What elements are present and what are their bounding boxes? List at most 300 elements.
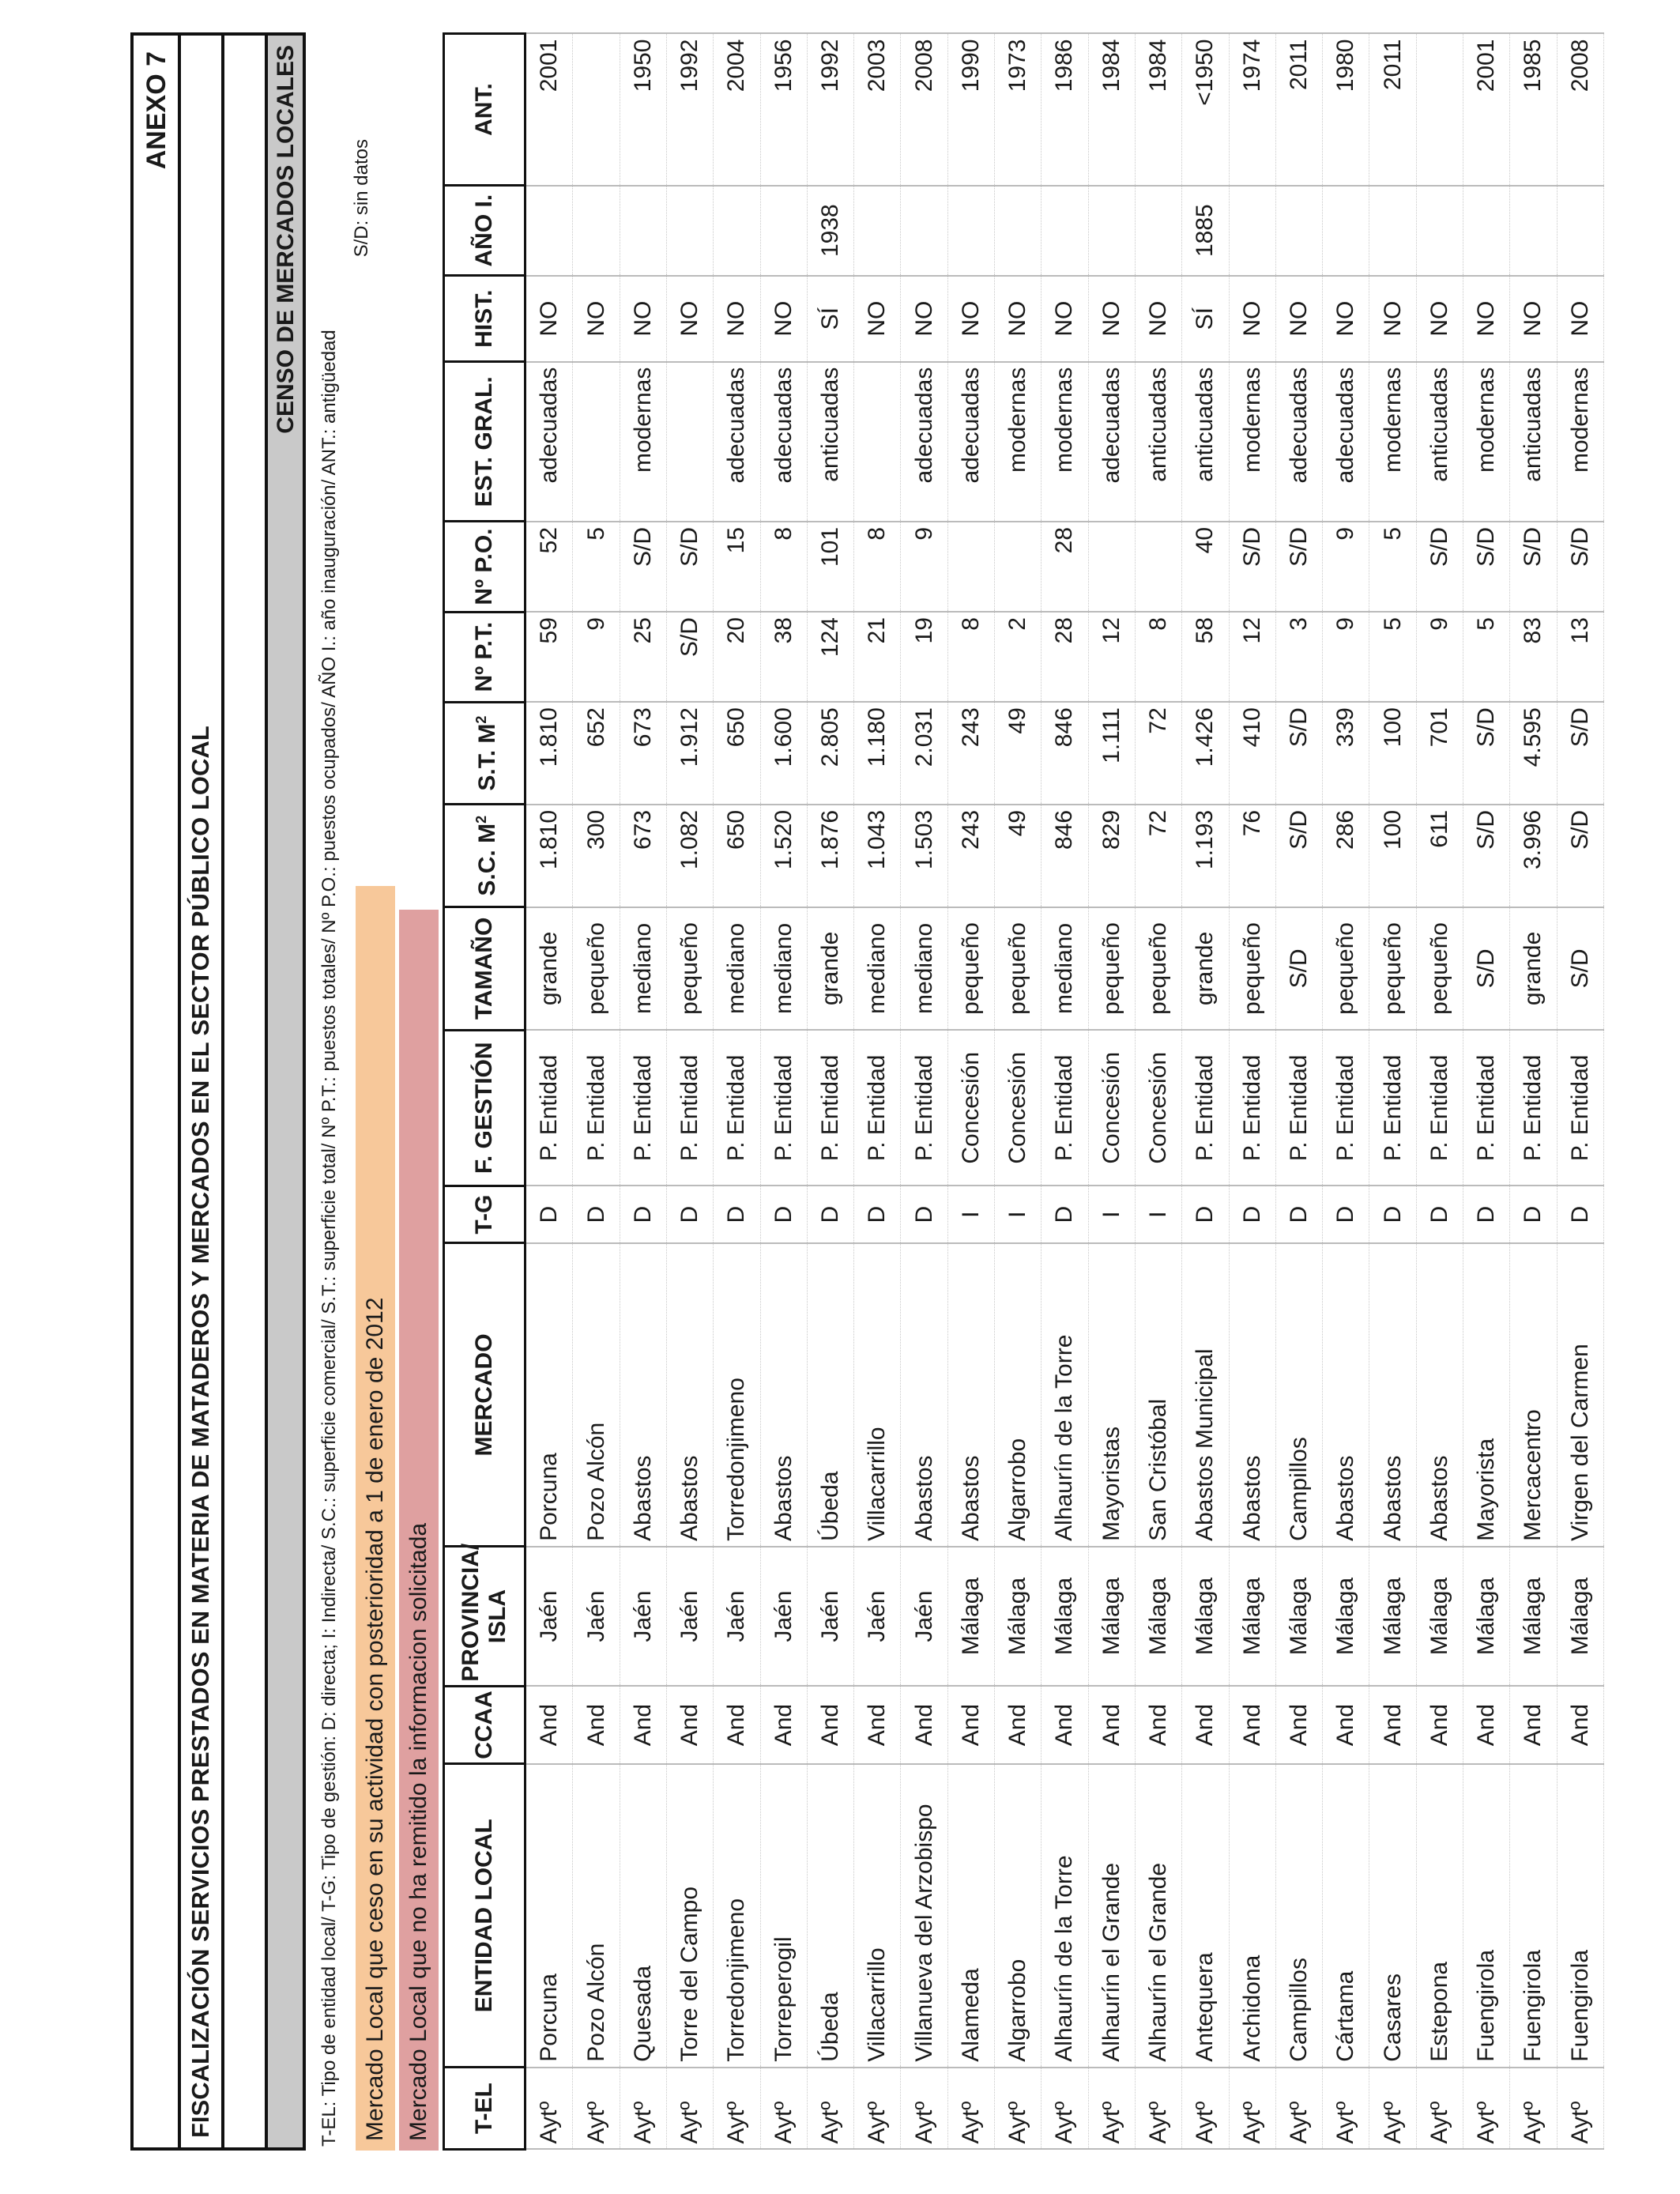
cell-tamano: S/D <box>1557 907 1603 1031</box>
cell-tamano: pequeño <box>1229 907 1275 1031</box>
cell-st: 1.810 <box>525 702 573 805</box>
cell-st: S/D <box>1275 702 1322 805</box>
cell-mercado: Abastos <box>1369 1243 1416 1547</box>
cell-anoi <box>1416 186 1463 276</box>
cell-entidad: Villanueva del Arzobispo <box>901 1764 947 2068</box>
document-title: FISCALIZACIÓN SERVICIOS PRESTADOS EN MATERIA DE MATADEROS Y MERCADOS EN EL SECTOR PÚBLICO LOCAL <box>178 32 221 2151</box>
cell-sc: 76 <box>1229 805 1275 907</box>
cell-ant: 1984 <box>1135 34 1181 186</box>
cell-hist: NO <box>995 276 1042 362</box>
cell-provincia: Málaga <box>995 1547 1042 1686</box>
table-row <box>901 34 947 2150</box>
cell-npo: S/D <box>1510 522 1557 612</box>
cell-ant: 1980 <box>1323 34 1369 186</box>
col-provincia: PROVINCIA/ ISLA <box>444 1547 525 1686</box>
cell-tel: Aytº <box>1088 2068 1135 2150</box>
cell-npo: 5 <box>1369 522 1416 612</box>
cell-mercado: Virgen del Carmen <box>1557 1243 1603 1547</box>
cell-ccaa: And <box>995 1686 1042 1764</box>
cell-provincia: Málaga <box>1135 1547 1181 1686</box>
cell-estgral: adecuadas <box>760 362 807 522</box>
cell-entidad: Villacarrillo <box>854 1764 901 2068</box>
annex-label: ANEXO 7 <box>130 32 178 2151</box>
cell-provincia: Jaén <box>666 1547 713 1686</box>
cell-estgral <box>854 362 901 522</box>
cell-anoi <box>760 186 807 276</box>
cell-sc: 100 <box>1369 805 1416 907</box>
cell-ant: 1984 <box>1088 34 1135 186</box>
cell-tamano: mediano <box>854 907 901 1031</box>
cell-tamano: mediano <box>620 907 666 1031</box>
cell-sc: 1.082 <box>666 805 713 907</box>
cell-npt: 9 <box>573 612 620 702</box>
cell-mercado: Abastos <box>1323 1243 1369 1547</box>
cell-npt: 20 <box>714 612 760 702</box>
cell-estgral: modernas <box>1557 362 1603 522</box>
cell-sc: 1.193 <box>1182 805 1229 907</box>
cell-mercado: Abastos Municipal <box>1182 1243 1229 1547</box>
cell-tel: Aytº <box>714 2068 760 2150</box>
cell-sc: 286 <box>1323 805 1369 907</box>
cell-anoi <box>1088 186 1135 276</box>
cell-ccaa: And <box>807 1686 853 1764</box>
cell-mercado: Abastos <box>1416 1243 1463 1547</box>
cell-entidad: Cártama <box>1323 1764 1369 2068</box>
cell-tamano: grande <box>807 907 853 1031</box>
cell-estgral: modernas <box>1463 362 1510 522</box>
cell-npt: 25 <box>620 612 666 702</box>
cell-anoi <box>947 186 994 276</box>
cell-tg: D <box>1182 1186 1229 1243</box>
cell-npo: 28 <box>1042 522 1088 612</box>
cell-mercado: Villacarrillo <box>854 1243 901 1547</box>
cell-tg: I <box>947 1186 994 1243</box>
cell-tamano: pequeño <box>666 907 713 1031</box>
cell-mercado: Campillos <box>1275 1243 1322 1547</box>
cell-ccaa: And <box>1369 1686 1416 1764</box>
table-row <box>1510 34 1557 2150</box>
cell-sc: 1.876 <box>807 805 853 907</box>
cell-tel: Aytº <box>760 2068 807 2150</box>
cell-npo: 40 <box>1182 522 1229 612</box>
cell-npt: 58 <box>1182 612 1229 702</box>
cell-npt: 5 <box>1463 612 1510 702</box>
cell-st: S/D <box>1463 702 1510 805</box>
table-row <box>1229 34 1275 2150</box>
cell-hist: NO <box>620 276 666 362</box>
cell-tamano: grande <box>525 907 573 1031</box>
cell-ant: 2011 <box>1369 34 1416 186</box>
cell-ccaa: And <box>620 1686 666 1764</box>
cell-ccaa: And <box>901 1686 947 1764</box>
col-st-sup: 2 <box>473 715 489 724</box>
cell-ccaa: And <box>1042 1686 1088 1764</box>
cell-npo: S/D <box>666 522 713 612</box>
cell-ant: 1950 <box>620 34 666 186</box>
cell-tamano: grande <box>1510 907 1557 1031</box>
table-row <box>1463 34 1510 2150</box>
cell-tamano: mediano <box>714 907 760 1031</box>
cell-ant: 2008 <box>901 34 947 186</box>
no-info-market-legend: Mercado Local que no ha remitido la informacion solicitada <box>399 910 439 2151</box>
cell-npo: 8 <box>854 522 901 612</box>
cell-sc: 243 <box>947 805 994 907</box>
cell-provincia: Málaga <box>1416 1547 1463 1686</box>
cell-ccaa: And <box>1229 1686 1275 1764</box>
table-row <box>1135 34 1181 2150</box>
cell-ccaa: And <box>1323 1686 1369 1764</box>
cell-sc: 611 <box>1416 805 1463 907</box>
cell-hist: NO <box>1557 276 1603 362</box>
cell-st: 846 <box>1042 702 1088 805</box>
cell-ant <box>573 34 620 186</box>
cell-npo: 101 <box>807 522 853 612</box>
cell-npo: S/D <box>1275 522 1322 612</box>
cell-anoi <box>1369 186 1416 276</box>
cell-st: 4.595 <box>1510 702 1557 805</box>
cell-tg: D <box>1275 1186 1322 1243</box>
cell-fgestion: Concesión <box>995 1030 1042 1186</box>
cell-tg: D <box>525 1186 573 1243</box>
table-row <box>807 34 853 2150</box>
cell-estgral: modernas <box>620 362 666 522</box>
cell-tg: I <box>1135 1186 1181 1243</box>
cell-estgral <box>666 362 713 522</box>
cell-ccaa: And <box>1182 1686 1229 1764</box>
col-fgestion: F. GESTIÓN <box>444 1030 525 1186</box>
table-row <box>620 34 666 2150</box>
cell-provincia: Jaén <box>525 1547 573 1686</box>
cell-mercado: Mayorista <box>1463 1243 1510 1547</box>
cell-tel: Aytº <box>807 2068 853 2150</box>
cell-tamano: pequeño <box>1369 907 1416 1031</box>
cell-tg: D <box>1510 1186 1557 1243</box>
cell-tel: Aytº <box>1510 2068 1557 2150</box>
cell-fgestion: Concesión <box>1088 1030 1135 1186</box>
cell-st: 1.111 <box>1088 702 1135 805</box>
cell-entidad: Campillos <box>1275 1764 1322 2068</box>
cell-entidad: Antequera <box>1182 1764 1229 2068</box>
cell-mercado: Mercacentro <box>1510 1243 1557 1547</box>
cell-entidad: Estepona <box>1416 1764 1463 2068</box>
cell-hist: NO <box>1369 276 1416 362</box>
cell-provincia: Málaga <box>1042 1547 1088 1686</box>
cell-ant: 2001 <box>525 34 573 186</box>
table-header-row <box>444 34 525 2150</box>
cell-tel: Aytº <box>1463 2068 1510 2150</box>
cell-hist: NO <box>901 276 947 362</box>
cell-tel: Aytº <box>1042 2068 1088 2150</box>
table-row <box>1416 34 1463 2150</box>
cell-provincia: Jaén <box>807 1547 853 1686</box>
cell-fgestion: P. Entidad <box>714 1030 760 1186</box>
cell-tamano: pequeño <box>1416 907 1463 1031</box>
cell-tamano: mediano <box>901 907 947 1031</box>
cell-st: 673 <box>620 702 666 805</box>
cell-tel: Aytº <box>901 2068 947 2150</box>
cell-st: 1.912 <box>666 702 713 805</box>
cell-npt: 83 <box>1510 612 1557 702</box>
cell-tamano: pequeño <box>995 907 1042 1031</box>
table-row <box>1323 34 1369 2150</box>
cell-anoi <box>1042 186 1088 276</box>
table-row <box>1557 34 1603 2150</box>
cell-entidad: Algarrobo <box>995 1764 1042 2068</box>
cell-ant: 1974 <box>1229 34 1275 186</box>
cell-fgestion: P. Entidad <box>1275 1030 1322 1186</box>
cell-anoi <box>1557 186 1603 276</box>
cell-tel: Aytº <box>1369 2068 1416 2150</box>
cell-hist: NO <box>1229 276 1275 362</box>
cell-ccaa: And <box>714 1686 760 1764</box>
cell-npo <box>995 522 1042 612</box>
cell-tg: D <box>901 1186 947 1243</box>
cell-entidad: Quesada <box>620 1764 666 2068</box>
cell-anoi <box>525 186 573 276</box>
col-mercado: MERCADO <box>444 1243 525 1547</box>
cell-npo: S/D <box>1557 522 1603 612</box>
cell-tg: D <box>1416 1186 1463 1243</box>
table-row <box>525 34 573 2150</box>
cell-st: 650 <box>714 702 760 805</box>
cell-ant: 1973 <box>995 34 1042 186</box>
cell-mercado: Porcuna <box>525 1243 573 1547</box>
cell-ant: 1985 <box>1510 34 1557 186</box>
cell-entidad: Alhaurín de la Torre <box>1042 1764 1088 2068</box>
cell-ccaa: And <box>1557 1686 1603 1764</box>
cell-estgral: adecuadas <box>1275 362 1322 522</box>
blank-header-row <box>221 32 265 2151</box>
cell-mercado: Abastos <box>947 1243 994 1547</box>
cell-sc: 1.043 <box>854 805 901 907</box>
cell-provincia: Málaga <box>1275 1547 1322 1686</box>
cell-hist: NO <box>760 276 807 362</box>
cell-provincia: Málaga <box>1510 1547 1557 1686</box>
cell-anoi: 1885 <box>1182 186 1229 276</box>
table-row <box>666 34 713 2150</box>
cell-provincia: Málaga <box>1182 1547 1229 1686</box>
cell-ccaa: And <box>760 1686 807 1764</box>
cell-tel: Aytº <box>525 2068 573 2150</box>
cell-npt: 28 <box>1042 612 1088 702</box>
col-estgral: EST. GRAL. <box>444 362 525 522</box>
cell-fgestion: P. Entidad <box>854 1030 901 1186</box>
cell-anoi <box>1229 186 1275 276</box>
cell-npo <box>947 522 994 612</box>
cell-anoi <box>854 186 901 276</box>
cell-tel: Aytº <box>1135 2068 1181 2150</box>
cell-npt: 8 <box>947 612 994 702</box>
cell-tamano: mediano <box>1042 907 1088 1031</box>
cell-mercado: Mayoristas <box>1088 1243 1135 1547</box>
cell-hist: NO <box>714 276 760 362</box>
cell-tel: Aytº <box>666 2068 713 2150</box>
cell-npo: 9 <box>901 522 947 612</box>
table-row <box>1369 34 1416 2150</box>
cell-ant: 2004 <box>714 34 760 186</box>
cell-estgral: adecuadas <box>714 362 760 522</box>
cell-provincia: Jaén <box>573 1547 620 1686</box>
cell-anoi <box>1135 186 1181 276</box>
cell-ant <box>1416 34 1463 186</box>
cell-hist: NO <box>1510 276 1557 362</box>
cell-sc: 300 <box>573 805 620 907</box>
cell-npt: S/D <box>666 612 713 702</box>
cell-mercado: Abastos <box>666 1243 713 1547</box>
cell-fgestion: P. Entidad <box>620 1030 666 1186</box>
cell-st: 339 <box>1323 702 1369 805</box>
cell-sc: 1.503 <box>901 805 947 907</box>
cell-fgestion: P. Entidad <box>1557 1030 1603 1186</box>
cell-hist: NO <box>525 276 573 362</box>
cell-sc: 1.520 <box>760 805 807 907</box>
cell-tg: D <box>573 1186 620 1243</box>
cell-anoi <box>573 186 620 276</box>
cell-st: 1.426 <box>1182 702 1229 805</box>
cell-mercado: Úbeda <box>807 1243 853 1547</box>
cell-tg: D <box>714 1186 760 1243</box>
cell-npt: 13 <box>1557 612 1603 702</box>
cell-ant: 2008 <box>1557 34 1603 186</box>
table-row <box>1088 34 1135 2150</box>
table-row <box>1182 34 1229 2150</box>
cell-ant: 1990 <box>947 34 994 186</box>
sd-note: S/D: sin datos <box>351 139 372 258</box>
cell-ccaa: And <box>854 1686 901 1764</box>
cell-ccaa: And <box>1088 1686 1135 1764</box>
cell-sc: 72 <box>1135 805 1181 907</box>
cell-npo: 5 <box>573 522 620 612</box>
cell-tg: I <box>995 1186 1042 1243</box>
cell-ccaa: And <box>666 1686 713 1764</box>
cell-tel: Aytº <box>1323 2068 1369 2150</box>
cell-hist: NO <box>666 276 713 362</box>
cell-npo: 52 <box>525 522 573 612</box>
cell-tg: D <box>1042 1186 1088 1243</box>
cell-npt: 9 <box>1416 612 1463 702</box>
cell-mercado: Alhaurín de la Torre <box>1042 1243 1088 1547</box>
cell-st: 2.031 <box>901 702 947 805</box>
cell-mercado: Pozo Alcón <box>573 1243 620 1547</box>
cell-npt: 12 <box>1088 612 1135 702</box>
cell-provincia: Málaga <box>947 1547 994 1686</box>
cell-ant: 1992 <box>807 34 853 186</box>
cell-ant: 2011 <box>1275 34 1322 186</box>
cell-entidad: Torre del Campo <box>666 1764 713 2068</box>
cell-ant: <1950 <box>1182 34 1229 186</box>
col-npt: Nº P.T. <box>444 612 525 702</box>
cell-npo: S/D <box>1416 522 1463 612</box>
cell-provincia: Jaén <box>854 1547 901 1686</box>
cell-st: 1.600 <box>760 702 807 805</box>
cell-ccaa: And <box>1510 1686 1557 1764</box>
cell-fgestion: P. Entidad <box>525 1030 573 1186</box>
cell-st: 410 <box>1229 702 1275 805</box>
cell-npt: 9 <box>1323 612 1369 702</box>
col-tg: T-G <box>444 1186 525 1243</box>
cell-estgral: adecuadas <box>1088 362 1135 522</box>
col-tamano: TAMAÑO <box>444 907 525 1031</box>
cell-tamano: S/D <box>1463 907 1510 1031</box>
abbreviations-legend: T-EL: Tipo de entidad local/ T-G: Tipo de gestión: D: directa; I: Indirecta/ S.C.: superficie comercial/ S.T.: superficie total/ Nº P.T.: puestos totales/ Nº P.O.: puestos ocupados/ AÑO I.: año inauguración/ ANT.: antigüedad <box>318 330 340 2147</box>
cell-anoi <box>1275 186 1322 276</box>
col-entidad: ENTIDAD LOCAL <box>444 1764 525 2068</box>
cell-tamano: pequeño <box>1323 907 1369 1031</box>
col-ccaa: CCAA <box>444 1686 525 1764</box>
cell-fgestion: P. Entidad <box>1229 1030 1275 1186</box>
cell-entidad: Pozo Alcón <box>573 1764 620 2068</box>
cell-st: 652 <box>573 702 620 805</box>
cell-anoi <box>1323 186 1369 276</box>
cell-entidad: Fuengirola <box>1557 1764 1603 2068</box>
col-sc-label: S.C. M <box>474 823 500 896</box>
table-row <box>714 34 760 2150</box>
cell-tg: D <box>666 1186 713 1243</box>
col-anoi: AÑO I. <box>444 186 525 276</box>
cell-tamano: pequeño <box>1135 907 1181 1031</box>
cell-sc: 673 <box>620 805 666 907</box>
cell-estgral: modernas <box>1042 362 1088 522</box>
cell-hist: NO <box>854 276 901 362</box>
cell-hist: NO <box>1275 276 1322 362</box>
cell-provincia: Jaén <box>760 1547 807 1686</box>
col-ant: ANT. <box>444 34 525 186</box>
cell-estgral: anticuadas <box>1416 362 1463 522</box>
cell-tamano: mediano <box>760 907 807 1031</box>
cell-ccaa: And <box>1463 1686 1510 1764</box>
cell-tg: D <box>760 1186 807 1243</box>
cell-provincia: Jaén <box>901 1547 947 1686</box>
cell-fgestion: P. Entidad <box>1042 1030 1088 1186</box>
cell-tel: Aytº <box>1557 2068 1603 2150</box>
table-row <box>760 34 807 2150</box>
cell-st: 100 <box>1369 702 1416 805</box>
cell-entidad: Fuengirola <box>1463 1764 1510 2068</box>
cell-estgral: anticuadas <box>1135 362 1181 522</box>
cell-ccaa: And <box>1135 1686 1181 1764</box>
cell-entidad: Fuengirola <box>1510 1764 1557 2068</box>
cell-entidad: Úbeda <box>807 1764 853 2068</box>
cell-st: S/D <box>1557 702 1603 805</box>
cell-estgral: anticuadas <box>807 362 853 522</box>
cell-st: 243 <box>947 702 994 805</box>
cell-ant: 1986 <box>1042 34 1088 186</box>
cell-fgestion: P. Entidad <box>1369 1030 1416 1186</box>
col-st <box>444 702 525 805</box>
cell-tg: D <box>854 1186 901 1243</box>
cell-npt: 8 <box>1135 612 1181 702</box>
cell-fgestion: P. Entidad <box>573 1030 620 1186</box>
col-sc-sup: 2 <box>473 815 489 824</box>
cell-sc: 829 <box>1088 805 1135 907</box>
cell-estgral: adecuadas <box>525 362 573 522</box>
cell-tg: D <box>1229 1186 1275 1243</box>
cell-provincia: Málaga <box>1229 1547 1275 1686</box>
cell-estgral: adecuadas <box>947 362 994 522</box>
cell-tg: D <box>1463 1186 1510 1243</box>
cell-entidad: Torredonjimeno <box>714 1764 760 2068</box>
cell-entidad: Torreperogil <box>760 1764 807 2068</box>
table-row <box>1275 34 1322 2150</box>
cell-anoi <box>995 186 1042 276</box>
cell-estgral <box>573 362 620 522</box>
cell-npt: 19 <box>901 612 947 702</box>
cell-provincia: Málaga <box>1088 1547 1135 1686</box>
cell-hist: SÍ <box>1182 276 1229 362</box>
cell-anoi <box>666 186 713 276</box>
cell-tamano: pequeño <box>573 907 620 1031</box>
cell-tamano: grande <box>1182 907 1229 1031</box>
